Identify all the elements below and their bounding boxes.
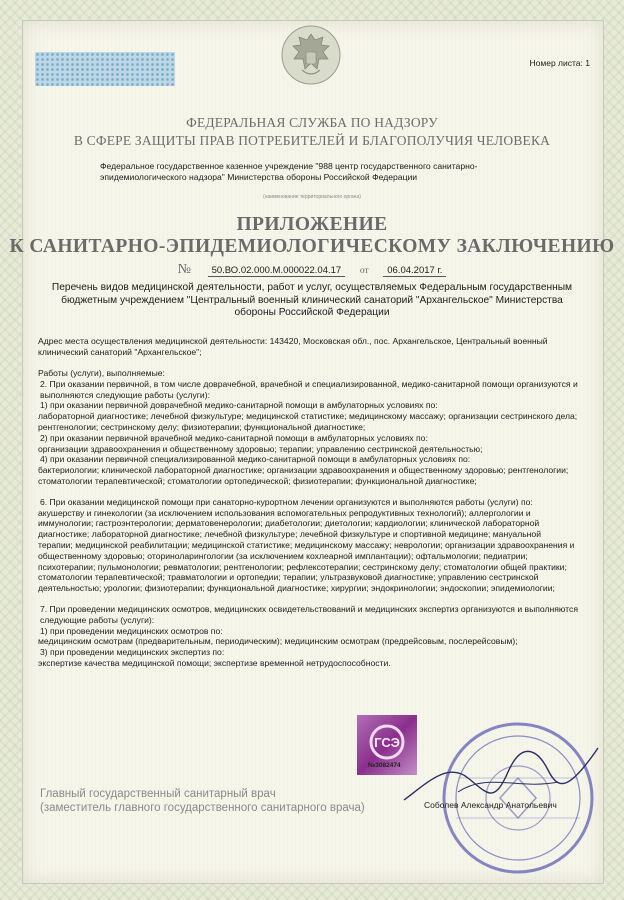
works-intro: Работы (услуги), выполняемые: [38, 368, 165, 378]
section-2-4-body: бактериологии; клинической лабораторной диагностике; организации здравоохранения и общественному здоровью; рентгенологии; стоматологии терапевтической; стоматологии ортопедической; физиотерапии; функциональной диагностике; [38, 465, 569, 486]
activity-address: Адрес места осуществления медицинской деятельности: 143420, Московская обл., пос. Архангельское, Центральный военный клинический санаторий "Архангельское"; [38, 336, 548, 357]
signer-name: Соболев Александр Анатольевич [424, 800, 557, 810]
section-2-4-heading: 4) при оказании первичной специализированной медико-санитарной помощи в амбулаторных условиях по: [40, 454, 471, 465]
section-6-heading: 6. При оказании медицинской помощи при санаторно-курортном лечении организуются и выполняются работы (услуги) по: [40, 496, 533, 507]
agency-line-2: В СФЕРЕ ЗАЩИТЫ ПРАВ ПОТРЕБИТЕЛЕЙ И БЛАГОПОЛУЧИЯ ЧЕЛОВЕКА [73, 133, 551, 148]
section-2-2-body: организации здравоохранения и общественному здоровью; терапии; управлению сестринской деятельностью; [38, 443, 483, 454]
title-line-1: ПРИЛОЖЕНИЕ [236, 214, 388, 235]
list-subheading: Перечень видов медицинской деятельности, работ и услуг, осуществляемых Федеральным государственным бюджетным учреждением "Центральный военный клинический санаторий "Архангельское" Министерства обороны Российской Федерации [51, 282, 573, 318]
section-6-body: акушерству и гинекологии (за исключением использования вспомогательных репродуктивных технологий); аллергологии и иммунологии; гастроэнтерологии; дерматовенерологии; диабетологии; диетологии; кардиологии; клинической лабораторной диагностике; лабораторной диагностике; лечебной физкультуре; лечебной физкультуре и спортивной медицине; мануальной терапии; медицинской реабилитации; медицинской статистике; медицинскому массажу; неврологии; организации здравоохранения и общественному здоровью; оториноларингологии (за исключением кохлеарной имплантации); офтальмологии; педиатрии; психотерапии; пульмонологии; ревматологии; рентгенологии; рефлексотерапии; сестринскому делу; стоматологии общей практики; стоматологии терапевтической; травматологии и ортопедии; терапии; ультразвуковой диагностике; управлению сестринской деятельностью; урологии; физиотерапии; функциональной диагностике; хирургии; эндокринологии; эндоскопии; эпидемиологии; [38, 507, 575, 594]
signature-title-line-2: (заместитель главного государственного санитарного врача) [40, 802, 365, 814]
section-7-3-heading: 3) при проведении медицинских экспертиз по: [40, 647, 225, 658]
svg-text:ГСЭ: ГСЭ [374, 735, 400, 750]
section-2-1-heading: 1) при оказании первичной доврачебной медико-санитарной помощи в амбулаторных условиях по: [40, 400, 438, 411]
works-list [38, 368, 578, 669]
sheet-number: Номер листа: 1 [529, 58, 590, 68]
document-date: 06.04.2017 г. [383, 265, 446, 277]
institution-name: Федеральное государственное казенное учреждение "988 центр государственного санитарно-эпидемиологического надзора" Министерства обороны Российской Федерации [100, 161, 478, 182]
security-pattern [35, 52, 175, 86]
section-7-1-heading: 1) при проведении медицинских осмотров по: [40, 625, 223, 636]
section-2-2-heading: 2) при оказании первичной врачебной медико-санитарной помощи в амбулаторных условиях по: [40, 432, 428, 443]
title-line-2: К САНИТАРНО-ЭПИДЕМИОЛОГИЧЕСКОМУ ЗАКЛЮЧЕНИЮ [9, 236, 615, 257]
section-2-heading: 2. При оказании первичной, в том числе доврачебной, врачебной и специализированной, медико-санитарной помощи организуются и выполняются следующие работы (услуги): [40, 378, 578, 400]
section-7-1-body: медицинским осмотрам (предварительным, периодическим); медицинским осмотрам (предрейсовым, послерейсовым); [38, 636, 518, 647]
section-2-1-body: лабораторной диагностике; лечебной физкультуре; медицинской статистике; медицинскому массажу; организации сестринского дела; рентгенологии; сестринскому делу; физиотерапии; функциональной диагностике; [38, 411, 578, 432]
number-prefix: № [177, 262, 191, 277]
coat-of-arms-emblem [280, 24, 342, 86]
agency-name [0, 114, 624, 150]
signature-title-line-1: Главный государственный санитарный врач [40, 788, 276, 800]
document-title [0, 214, 624, 258]
hologram-number: №3082474 [368, 762, 401, 769]
section-7-heading: 7. При проведении медицинских осмотров, медицинских освидетельствований и медицинских экспертиз организуются и выполняются следующие работы (услуги): [40, 603, 578, 625]
institution-caption: (наименование территориального органа) [263, 194, 361, 200]
document-number-line [0, 262, 624, 278]
date-prefix: от [359, 266, 369, 276]
agency-line-1: ФЕДЕРАЛЬНАЯ СЛУЖБА ПО НАДЗОРУ [186, 115, 438, 130]
document-number: 50.ВО.02.000.М.000022.04.17 [208, 265, 346, 277]
signature-title [40, 787, 365, 815]
section-7-3-body: экспертизе качества медицинской помощи; экспертизе временной нетрудоспособности. [38, 657, 391, 668]
